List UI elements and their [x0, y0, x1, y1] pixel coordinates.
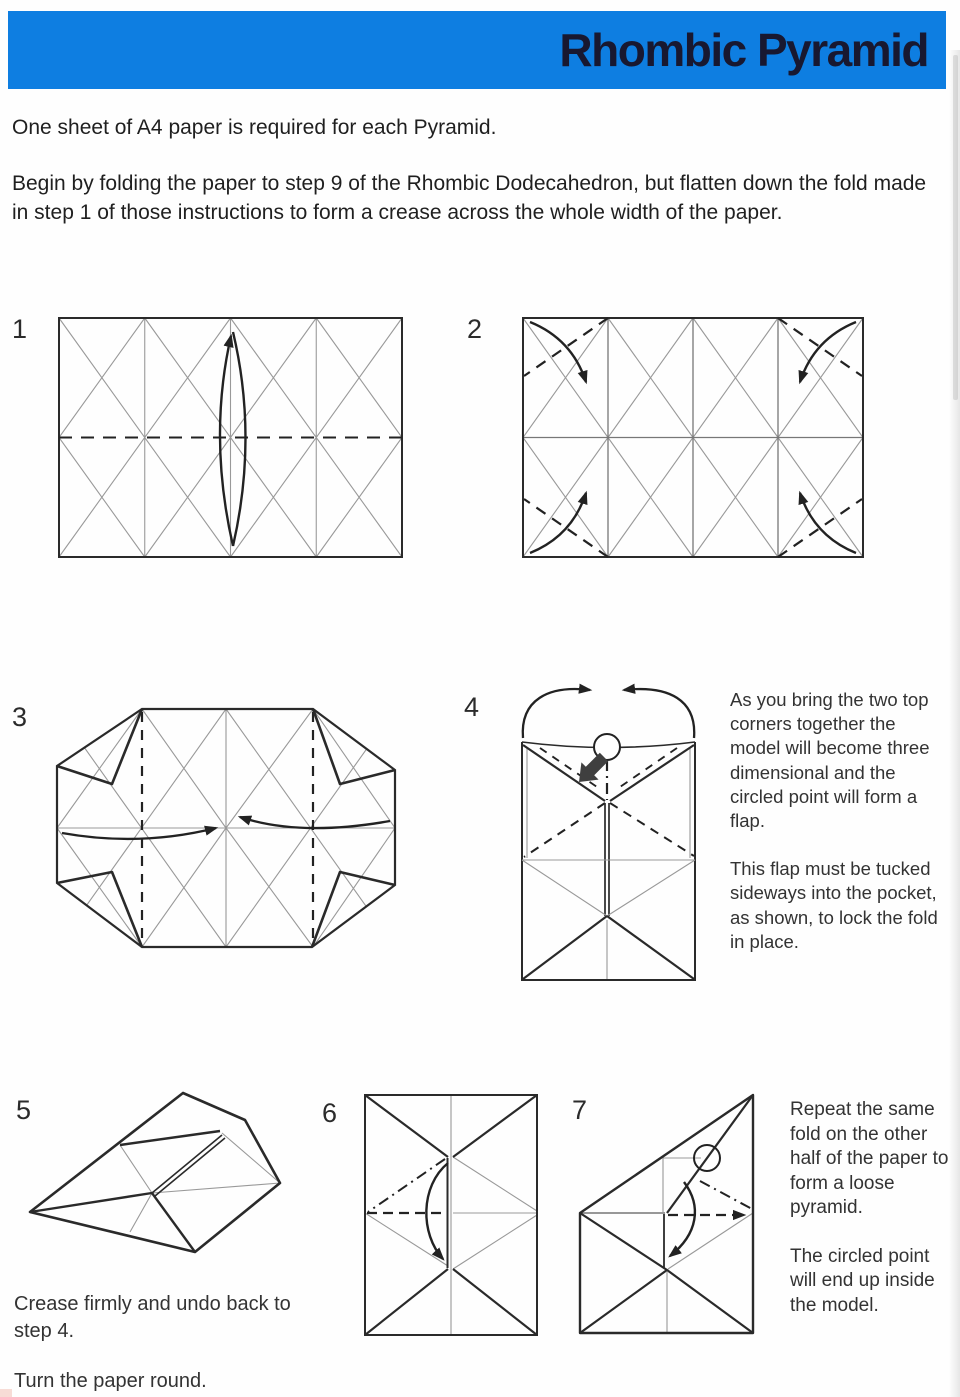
- step-4-diagram: [522, 689, 695, 980]
- step-5-number: 5: [16, 1095, 32, 1125]
- step-6-diagram: [365, 1095, 537, 1335]
- step-7-diagram: [580, 1095, 753, 1333]
- step-3-number: 3: [12, 702, 28, 732]
- step-7-number: 7: [572, 1095, 588, 1125]
- step-5-note-1: Crease firmly and undo back to step 4.: [14, 1293, 291, 1342]
- step-4-note-2: This flap must be tucked sideways into the pocket, as shown, to lock the fold in place.: [730, 858, 938, 952]
- tuck-push-arrow: [579, 753, 608, 782]
- fold-unfold-arrow: [220, 332, 246, 546]
- intro-paragraph-2: Begin by folding the paper to step 9 of the Rhombic Dodecahedron, but flatten down the fold made in step 1 of those instructions to form a crease across the whole width of the paper.: [12, 172, 927, 224]
- center-slit: [152, 1135, 225, 1196]
- step-1-diagram: [59, 318, 402, 557]
- scan-corner-smudge: [0, 1389, 12, 1397]
- step-4-number: 4: [464, 692, 480, 722]
- step-7-note-1: Repeat the same fold on the other half of the paper to form a loose pyramid.: [790, 1099, 949, 1218]
- step-2-number: 2: [467, 314, 483, 344]
- bring-together-arrows: [523, 689, 694, 738]
- step-5-diagram: [30, 1093, 280, 1252]
- fold-down-arrow: [426, 1163, 448, 1259]
- step-5-note-2: Turn the paper round.: [14, 1370, 207, 1392]
- step-4-note-1: As you bring the two top corners together the model will become three dimensional and the circled point will form a flap.: [730, 689, 930, 832]
- step-6-number: 6: [322, 1098, 338, 1128]
- step-3-diagram: [57, 709, 395, 947]
- step-2-diagram: [523, 318, 863, 557]
- scan-edge-mark: [953, 55, 958, 400]
- step-1-number: 1: [12, 314, 28, 344]
- page-title: Rhombic Pyramid: [559, 24, 928, 76]
- intro-paragraph-1: One sheet of A4 paper is required for each Pyramid.: [12, 116, 497, 139]
- step-7-note-2: The circled point will end up inside the model.: [790, 1245, 935, 1316]
